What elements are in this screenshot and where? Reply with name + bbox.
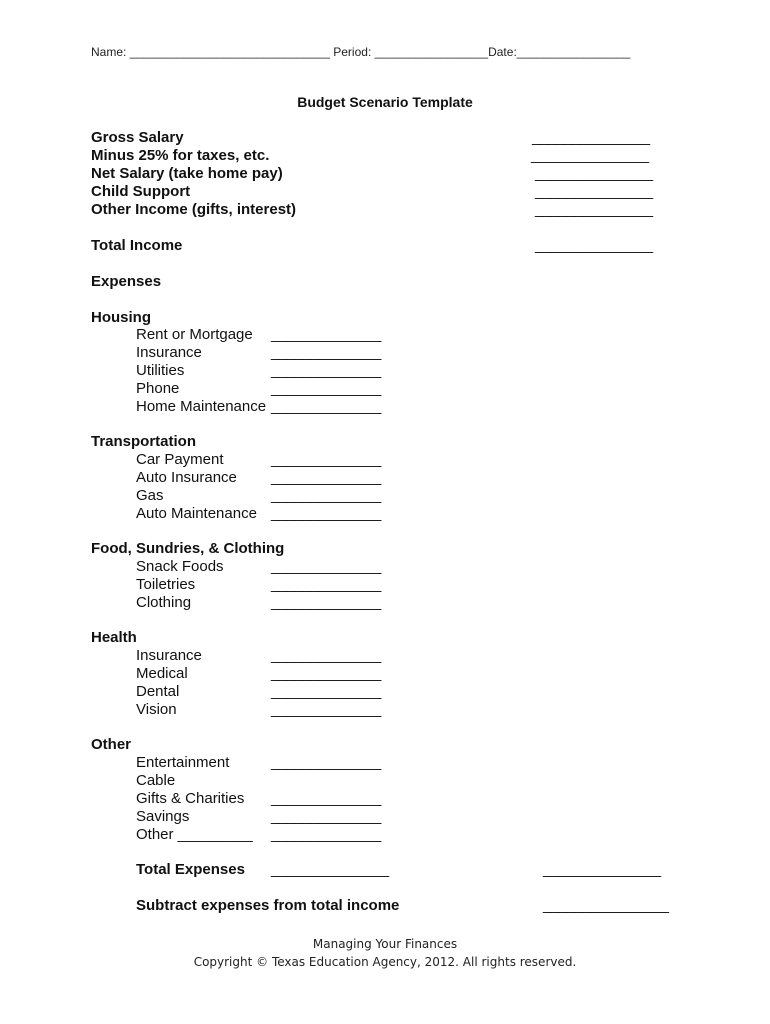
housing-heading: Housing	[91, 309, 151, 326]
period-blank[interactable]: _________________	[374, 45, 489, 59]
food-blank-snack-foods[interactable]: ______________	[271, 558, 381, 575]
food-heading: Food, Sundries, & Clothing	[91, 540, 285, 557]
transportation-item-auto-maintenance: Auto Maintenance	[136, 505, 257, 522]
housing-blank-insurance[interactable]: ______________	[271, 344, 381, 361]
transportation-blank-gas[interactable]: ______________	[271, 487, 381, 504]
housing-item-rent: Rent or Mortgage	[136, 326, 253, 343]
subtract-blank[interactable]: ________________	[543, 897, 669, 914]
health-blank-insurance[interactable]: ______________	[271, 647, 381, 664]
other-item-other: Other _________	[136, 826, 253, 843]
other-income-label: Other Income (gifts, interest)	[91, 201, 297, 218]
page-title: Budget Scenario Template	[297, 94, 473, 110]
other-income-blank[interactable]: _______________	[535, 201, 653, 218]
transportation-blank-car-payment[interactable]: ______________	[271, 451, 381, 468]
period-label: Period:	[333, 45, 372, 59]
health-heading: Health	[91, 629, 137, 646]
gross-salary-blank[interactable]: _______________	[532, 129, 650, 146]
housing-item-utilities: Utilities	[136, 362, 185, 379]
housing-blank-phone[interactable]: ______________	[271, 380, 381, 397]
other-blank-entertainment[interactable]: ______________	[271, 754, 381, 771]
health-item-insurance: Insurance	[136, 647, 202, 664]
date-label: Date:	[488, 45, 517, 59]
other-heading: Other	[91, 736, 132, 753]
health-item-dental: Dental	[136, 683, 180, 700]
health-item-medical: Medical	[136, 665, 188, 682]
health-item-vision: Vision	[136, 701, 177, 718]
net-salary-label: Net Salary (take home pay)	[91, 165, 283, 182]
food-blank-clothing[interactable]: ______________	[271, 594, 381, 611]
total-income-blank[interactable]: _______________	[535, 237, 653, 254]
net-salary-blank[interactable]: _______________	[535, 165, 653, 182]
expenses-heading: Expenses	[91, 273, 162, 290]
housing-blank-maintenance[interactable]: ______________	[271, 398, 381, 415]
housing-item-phone: Phone	[136, 380, 180, 397]
other-blank-savings[interactable]: ______________	[271, 808, 381, 825]
other-blank-other[interactable]: ______________	[271, 826, 381, 843]
health-blank-dental[interactable]: ______________	[271, 683, 381, 700]
total-expenses-label: Total Expenses	[136, 861, 245, 878]
subtract-label: Subtract expenses from total income	[136, 897, 400, 914]
child-support-blank[interactable]: _______________	[535, 183, 653, 200]
footer-title: Managing Your Finances	[312, 937, 458, 951]
food-item-clothing: Clothing	[136, 594, 192, 611]
other-item-cable: Cable	[136, 772, 176, 789]
transportation-heading: Transportation	[91, 433, 197, 450]
footer-copyright: Copyright © Texas Education Agency, 2012. All rights reserved.	[193, 955, 577, 969]
other-item-entertainment: Entertainment	[136, 754, 230, 771]
name-label: Name:	[91, 45, 127, 59]
transportation-item-auto-insurance: Auto Insurance	[136, 469, 237, 486]
health-blank-medical[interactable]: ______________	[271, 665, 381, 682]
date-blank[interactable]: _________________	[516, 45, 631, 59]
minus-taxes-label: Minus 25% for taxes, etc.	[91, 147, 270, 164]
transportation-blank-auto-insurance[interactable]: ______________	[271, 469, 381, 486]
total-expenses-right-blank[interactable]: _______________	[543, 861, 661, 878]
food-blank-toiletries[interactable]: ______________	[271, 576, 381, 593]
other-blank-gifts-charities[interactable]: ______________	[271, 790, 381, 807]
housing-blank-rent[interactable]: ______________	[271, 326, 381, 343]
total-expenses-blank[interactable]: _______________	[271, 861, 389, 878]
housing-item-maintenance: Home Maintenance	[136, 398, 267, 415]
transportation-blank-auto-maintenance[interactable]: ______________	[271, 505, 381, 522]
gross-salary-label: Gross Salary	[91, 129, 184, 146]
name-blank[interactable]: ______________________________	[129, 45, 330, 59]
food-item-snack-foods: Snack Foods	[136, 558, 224, 575]
transportation-item-car-payment: Car Payment	[136, 451, 224, 468]
header-line	[91, 45, 630, 59]
transportation-item-gas: Gas	[136, 487, 164, 504]
housing-blank-utilities[interactable]: ______________	[271, 362, 381, 379]
minus-taxes-blank[interactable]: _______________	[531, 147, 649, 164]
housing-item-insurance: Insurance	[136, 344, 202, 361]
other-item-gifts-charities: Gifts & Charities	[136, 790, 245, 807]
health-blank-vision[interactable]: ______________	[271, 701, 381, 718]
other-item-savings: Savings	[136, 808, 190, 825]
food-item-toiletries: Toiletries	[136, 576, 196, 593]
child-support-label: Child Support	[91, 183, 191, 200]
total-income-label: Total Income	[91, 237, 183, 254]
